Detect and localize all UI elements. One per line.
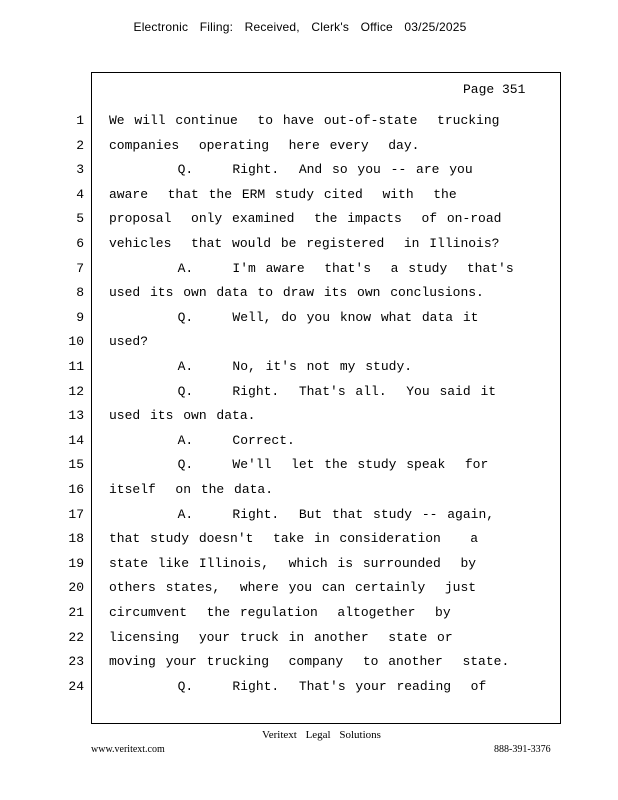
- transcript-line: used its own data to draw its own conclusions.: [109, 285, 484, 300]
- transcript-line: proposal only examined the impacts of on-road: [109, 211, 502, 226]
- line-number: 17: [68, 507, 84, 522]
- line-number: 11: [68, 359, 84, 374]
- line-number: 1: [76, 113, 84, 128]
- transcript-line: A. Right. But that study -- again,: [109, 507, 495, 522]
- transcript-line: state like Illinois, which is surrounded by: [109, 556, 477, 571]
- line-number: 12: [68, 384, 84, 399]
- transcript-line: A. No, it's not my study.: [109, 359, 413, 374]
- footer-company: Veritext Legal Solutions: [262, 729, 381, 741]
- transcript-line: others states, where you can certainly just: [109, 580, 477, 595]
- line-number: 13: [68, 408, 84, 423]
- line-number: 24: [68, 679, 84, 694]
- line-number: 20: [68, 580, 84, 595]
- footer-phone: 888-391-3376: [494, 744, 551, 755]
- line-number: 18: [68, 531, 84, 546]
- line-number: 15: [68, 457, 84, 472]
- filing-stamp: Electronic Filing: Received, Clerk's Office 03/25/2025: [133, 20, 467, 34]
- line-number: 4: [76, 187, 84, 202]
- line-number: 3: [76, 162, 84, 177]
- transcript-line: vehicles that would be registered in Illinois?: [109, 236, 500, 251]
- page-number: Page 351: [463, 82, 526, 97]
- transcript-line: aware that the ERM study cited with the: [109, 187, 457, 202]
- transcript-line: A. Correct.: [109, 433, 295, 448]
- transcript-line: licensing your truck in another state or: [109, 630, 453, 645]
- transcript-line: Q. Well, do you know what data it: [109, 310, 479, 325]
- line-number: 2: [76, 138, 84, 153]
- transcript-line: used its own data.: [109, 408, 256, 423]
- line-number: 14: [68, 433, 84, 448]
- transcript-line: companies operating here every day.: [109, 138, 420, 153]
- line-number: 23: [68, 654, 84, 669]
- line-number: 7: [76, 261, 84, 276]
- line-number: 6: [76, 236, 84, 251]
- transcript-line: Q. Right. And so you -- are you: [109, 162, 473, 177]
- transcript-line: Q. Right. That's all. You said it: [109, 384, 497, 399]
- line-number: 22: [68, 630, 84, 645]
- line-number: 9: [76, 310, 84, 325]
- transcript-line: used?: [109, 334, 149, 349]
- transcript-line: itself on the data.: [109, 482, 274, 497]
- transcript-line: circumvent the regulation altogether by: [109, 605, 451, 620]
- transcript-line: that study doesn't take in consideration a: [109, 531, 479, 546]
- transcript-line: We will continue to have out-of-state trucking: [109, 113, 500, 128]
- transcript-line: Q. Right. That's your reading of: [109, 679, 487, 694]
- line-number: 8: [76, 285, 84, 300]
- transcript-line: moving your trucking company to another state.: [109, 654, 510, 669]
- footer-website: www.veritext.com: [91, 744, 165, 755]
- transcript-line: Q. We'll let the study speak for: [109, 457, 489, 472]
- line-number: 19: [68, 556, 84, 571]
- line-number: 16: [68, 482, 84, 497]
- line-number: 5: [76, 211, 84, 226]
- line-number: 21: [68, 605, 84, 620]
- line-number: 10: [68, 334, 84, 349]
- transcript-line: A. I'm aware that's a study that's: [109, 261, 514, 276]
